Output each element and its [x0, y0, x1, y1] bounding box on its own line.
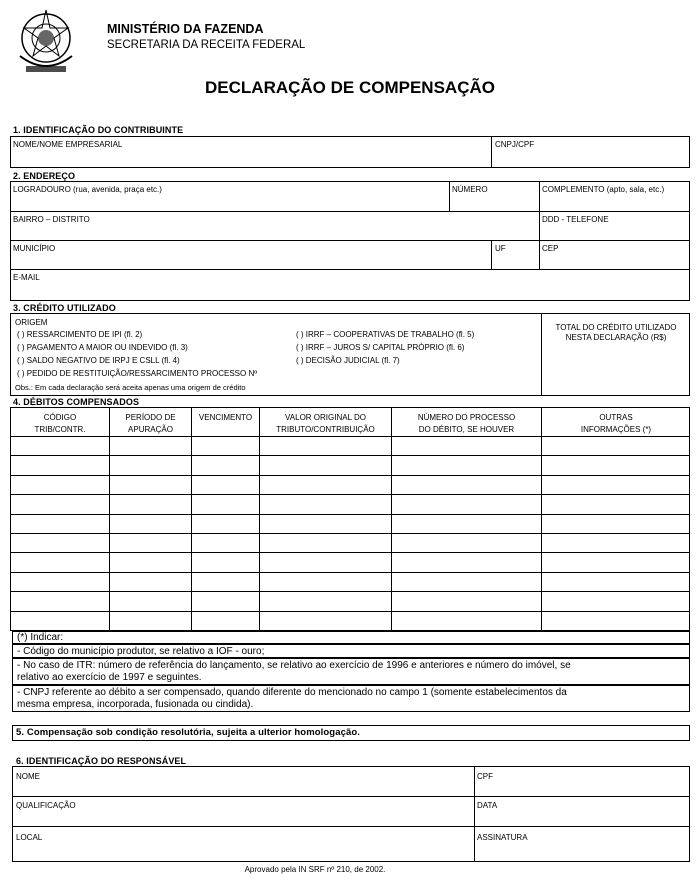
logradouro-label: LOGRADOURO (rua, avenida, praça etc.) — [13, 185, 162, 194]
option-pedido-restituicao[interactable]: ( ) PEDIDO DE RESTITUIÇÃO/RESSARCIMENTO PROCESSO Nº — [17, 369, 258, 378]
ministry-name: MINISTÉRIO DA FAZENDA — [107, 22, 264, 36]
note-3-line1: - CNPJ referente ao débito a ser compensado, quando diferente do mencionado no campo 1 (somente estabelecimentos da — [17, 687, 567, 698]
row-divider — [11, 240, 689, 241]
cell-processo[interactable] — [392, 534, 541, 551]
section-6-box — [12, 766, 690, 862]
col-divider — [491, 240, 492, 269]
cell-periodo[interactable] — [110, 534, 191, 551]
cell-vencimento[interactable] — [192, 553, 259, 570]
option-pagamento-maior[interactable]: ( ) PAGAMENTO A MAIOR OU INDEVIDO (fl. 3) — [17, 343, 188, 352]
cell-valor[interactable] — [260, 592, 391, 609]
col-vencimento-header: VENCIMENTO — [198, 413, 253, 422]
origem-obs: Obs.: Em cada declaração será aceita apenas uma origem de crédito — [15, 383, 246, 392]
cell-outras[interactable] — [542, 495, 689, 512]
col-divider — [449, 182, 450, 211]
option-saldo-negativo[interactable]: ( ) SALDO NEGATIVO DE IRPJ E CSLL (fl. 4) — [17, 356, 180, 365]
responsavel-cpf-label: CPF — [477, 772, 493, 781]
col-processo-header-sub: DO DÉBITO, SE HOUVER — [418, 425, 515, 434]
cell-periodo[interactable] — [110, 573, 191, 590]
col-codigo-header-sub: TRIB/CONTR. — [34, 425, 86, 434]
cell-processo[interactable] — [392, 495, 541, 512]
responsavel-nome-label: NOME — [16, 772, 40, 781]
cell-vencimento[interactable] — [192, 592, 259, 609]
complemento-label: COMPLEMENTO (apto, sala, etc.) — [542, 185, 665, 194]
cell-processo[interactable] — [392, 592, 541, 609]
total-credito-label-line2: NESTA DECLARAÇÃO (R$) — [565, 333, 667, 342]
footer-approval: Aprovado pela IN SRF nº 210, de 2002. — [244, 865, 386, 874]
cell-valor[interactable] — [260, 495, 391, 512]
note-2-box — [12, 658, 690, 685]
cell-codigo[interactable] — [11, 456, 109, 473]
logradouro-field[interactable] — [11, 194, 447, 210]
local-label: LOCAL — [16, 833, 43, 842]
section-5-box — [12, 725, 690, 741]
section-4-heading: 4. DÉBITOS COMPENSADOS — [13, 397, 140, 407]
ddd-telefone-field[interactable] — [541, 224, 687, 239]
option-irrf-cooperativas[interactable]: ( ) IRRF – COOPERATIVAS DE TRABALHO (fl. 5) — [296, 330, 475, 339]
cell-vencimento[interactable] — [192, 534, 259, 551]
cell-periodo[interactable] — [110, 553, 191, 570]
cnpj-cpf-field[interactable] — [493, 149, 689, 167]
cell-codigo[interactable] — [11, 553, 109, 570]
note-1: - Código do município produtor, se relativo a IOF - ouro; — [17, 646, 265, 657]
data-label: DATA — [477, 801, 498, 810]
nome-empresarial-label: NOME/NOME EMPRESARIAL — [13, 140, 123, 149]
row-divider — [11, 269, 689, 270]
cnpj-cpf-label: CNPJ/CPF — [495, 140, 535, 149]
cell-valor[interactable] — [260, 515, 391, 532]
cell-valor[interactable] — [260, 437, 391, 454]
cell-codigo[interactable] — [11, 534, 109, 551]
cell-outras[interactable] — [542, 515, 689, 532]
cep-label: CEP — [542, 244, 559, 253]
email-field[interactable] — [11, 282, 687, 300]
cell-periodo[interactable] — [110, 476, 191, 493]
cell-processo[interactable] — [392, 553, 541, 570]
cell-processo[interactable] — [392, 515, 541, 532]
option-ressarcimento-ipi[interactable]: ( ) RESSARCIMENTO DE IPI (fl. 2) — [17, 330, 143, 339]
cell-codigo[interactable] — [11, 476, 109, 493]
origem-label: ORIGEM — [15, 318, 48, 327]
assinatura-field[interactable] — [476, 843, 688, 860]
cell-valor[interactable] — [260, 456, 391, 473]
col-valor-header: VALOR ORIGINAL DO — [285, 413, 366, 422]
notes-indicar-box — [12, 631, 690, 644]
cell-vencimento[interactable] — [192, 476, 259, 493]
note-3-box — [12, 685, 690, 712]
cell-codigo[interactable] — [11, 592, 109, 609]
cell-periodo[interactable] — [110, 456, 191, 473]
cell-outras[interactable] — [542, 456, 689, 473]
section-5-text: 5. Compensação sob condição resolutória, sujeita a ulterior homologação. — [16, 727, 360, 738]
bairro-label: BAIRRO – DISTRITO — [13, 215, 90, 224]
cell-valor[interactable] — [260, 534, 391, 551]
notes-indicar: (*) Indicar: — [17, 632, 64, 643]
cell-periodo[interactable] — [110, 592, 191, 609]
total-credito-label-line1: TOTAL DO CRÉDITO UTILIZADO — [555, 323, 677, 332]
cell-vencimento[interactable] — [192, 495, 259, 512]
cell-processo[interactable] — [392, 476, 541, 493]
cell-vencimento[interactable] — [192, 437, 259, 454]
cell-outras[interactable] — [542, 573, 689, 590]
local-field[interactable] — [13, 843, 472, 860]
cep-field[interactable] — [541, 253, 687, 268]
cell-vencimento[interactable] — [192, 573, 259, 590]
cell-periodo[interactable] — [110, 437, 191, 454]
numero-label: NÚMERO — [452, 185, 488, 194]
note-3-line2: mesma empresa, incorporada, fusionada ou cindida). — [17, 699, 254, 710]
numero-field[interactable] — [451, 194, 537, 210]
cell-outras[interactable] — [542, 534, 689, 551]
col-periodo-header: PERÍODO DE — [125, 413, 176, 422]
municipio-label: MUNICÍPIO — [13, 244, 56, 253]
cell-outras[interactable] — [542, 476, 689, 493]
row-divider — [13, 826, 689, 827]
col-outras-header-sub: INFORMAÇÕES (*) — [580, 425, 652, 434]
cell-vencimento[interactable] — [192, 456, 259, 473]
cell-valor[interactable] — [260, 573, 391, 590]
qualificacao-label: QUALIFICAÇÃO — [16, 801, 76, 810]
email-label: E-MAIL — [13, 273, 40, 282]
col-valor-header-sub: TRIBUTO/CONTRIBUIÇÃO — [276, 425, 375, 434]
section-2-box — [10, 181, 690, 301]
note-2-line1: - No caso de ITR: número de referência do lançamento, se relativo ao exercício de 1996 e anteriores e número do imóvel, se — [17, 660, 571, 671]
col-processo-header: NÚMERO DO PROCESSO — [417, 413, 516, 422]
debitos-table — [10, 407, 690, 631]
total-credito-field[interactable] — [543, 346, 689, 392]
complemento-field[interactable] — [541, 194, 687, 210]
row-divider — [13, 796, 689, 797]
cell-vencimento[interactable] — [192, 612, 259, 629]
cell-codigo[interactable] — [11, 515, 109, 532]
secretaria-name: SECRETARIA DA RECEITA FEDERAL — [107, 39, 306, 51]
cell-processo[interactable] — [392, 456, 541, 473]
section-1-box — [10, 136, 690, 168]
cell-codigo[interactable] — [11, 495, 109, 512]
cell-outras[interactable] — [542, 592, 689, 609]
note-1-box — [12, 644, 690, 658]
col-divider — [474, 767, 475, 861]
col-codigo-header: CÓDIGO — [43, 413, 77, 422]
assinatura-label: ASSINATURA — [477, 833, 528, 842]
nome-empresarial-field[interactable] — [11, 149, 489, 167]
cell-outras[interactable] — [542, 612, 689, 629]
qualificacao-field[interactable] — [13, 811, 472, 825]
col-outras-header: OUTRAS — [599, 413, 633, 422]
cell-codigo[interactable] — [11, 573, 109, 590]
bairro-field[interactable] — [11, 224, 537, 239]
cell-valor[interactable] — [260, 476, 391, 493]
cell-codigo[interactable] — [11, 437, 109, 454]
divider — [491, 137, 492, 167]
cell-periodo[interactable] — [110, 612, 191, 629]
cell-valor[interactable] — [260, 612, 391, 629]
col-divider — [539, 182, 540, 269]
section-3-heading: 3. CRÉDITO UTILIZADO — [13, 303, 116, 313]
uf-field[interactable] — [493, 253, 537, 268]
section-3-box — [10, 313, 690, 396]
responsavel-nome-field[interactable] — [13, 781, 472, 795]
col-periodo-header-sub: APURAÇÃO — [128, 425, 173, 434]
coat-of-arms-seal — [14, 6, 78, 78]
data-field[interactable] — [476, 811, 688, 825]
cell-periodo[interactable] — [110, 495, 191, 512]
row-divider — [11, 211, 689, 212]
municipio-field[interactable] — [11, 253, 489, 268]
cell-valor[interactable] — [260, 553, 391, 570]
responsavel-cpf-field[interactable] — [476, 781, 688, 795]
cell-outras[interactable] — [542, 553, 689, 570]
note-2-line2: relativo ao exercício de 1997 e seguintes. — [17, 672, 202, 683]
cell-outras[interactable] — [542, 437, 689, 454]
page-title: DECLARAÇÃO DE COMPENSAÇÃO — [205, 78, 495, 97]
section-1-heading: 1. IDENTIFICAÇÃO DO CONTRIBUINTE — [13, 125, 184, 135]
cell-processo[interactable] — [392, 437, 541, 454]
section-6-heading: 6. IDENTIFICAÇÃO DO RESPONSÁVEL — [16, 756, 187, 766]
option-irrf-juros[interactable]: ( ) IRRF – JUROS S/ CAPITAL PRÓPRIO (fl. 6) — [296, 343, 465, 352]
cell-vencimento[interactable] — [192, 515, 259, 532]
cell-processo[interactable] — [392, 573, 541, 590]
cell-codigo[interactable] — [11, 612, 109, 629]
cell-processo[interactable] — [392, 612, 541, 629]
section-2-heading: 2. ENDEREÇO — [13, 171, 76, 181]
ddd-telefone-label: DDD - TELEFONE — [542, 215, 609, 224]
uf-label: UF — [495, 244, 506, 253]
option-decisao-judicial[interactable]: ( ) DECISÃO JUDICIAL (fl. 7) — [296, 356, 400, 365]
cell-periodo[interactable] — [110, 515, 191, 532]
